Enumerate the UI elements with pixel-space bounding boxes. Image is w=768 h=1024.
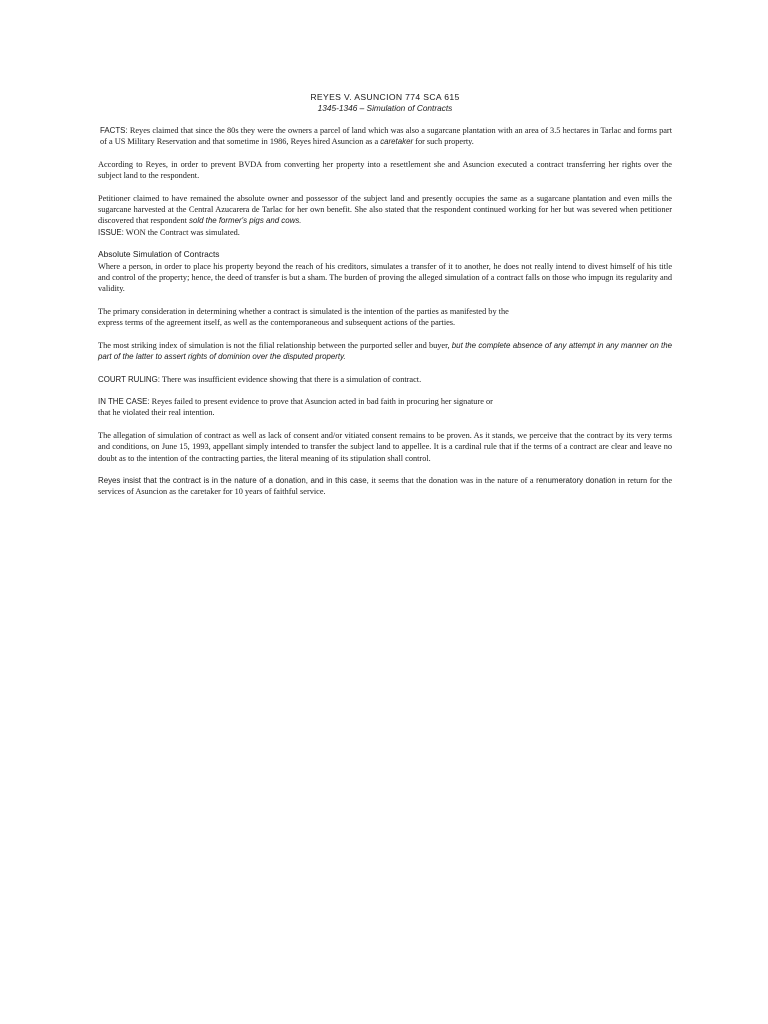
striking-italic: but the complete absence of any attempt in any manner on the part of the latter to assert rights of dominion over the disputed property. [98,340,673,362]
primary-line2: express terms of the agreement itself, as well as the contemporaneous and subsequent actions of the parties. [98,318,456,328]
ruling-text: There was insufficient evidence showing that there is a simulation of contract. [159,374,422,384]
bvda-paragraph: According to Reyes, in order to prevent BVDA from converting her property into a resettlement she and Asuncion executed a contract transferring her rights over the subject land to the respondent. [98,159,672,181]
primary-paragraph [98,306,672,329]
ruling-label: COURT RULING: [98,374,160,384]
petitioner-paragraph [98,193,672,239]
in-the-case-line2: that he violated their real intention. [98,408,215,418]
in-the-case-label: IN THE CASE: [98,396,150,406]
in-the-case-paragraph [98,396,672,419]
facts-paragraph [98,125,672,148]
issue-label: ISSUE: [98,227,124,237]
case-subtitle: 1345-1346 – Simulation of Contracts [317,103,453,113]
striking-text: The most striking index of simulation is not the filial relationship between the purported seller and buyer, [98,340,452,350]
petitioner-italic: sold the former's pigs and cows. [189,216,302,226]
issue-text: WON the Contract was simulated. [123,227,240,237]
in-the-case-line1: Reyes failed to present evidence to prove that Asuncion acted in bad faith in procuring her signature or [149,396,493,406]
petitioner-text: Petitioner claimed to have remained the absolute owner and possessor of the subject land and presently occupies the same as a sugarcane plantation and even mills the sugarcane harvested at the Central Azucarera de Tarlac for her own benefit. She also stated that the respondent continued working for her but was severed when petitioner discovered that respondent [98,193,672,226]
donation-lead: Reyes insist that the contract is in the nature of a donation, and in this case, [98,475,369,485]
donation-text: it seems that the donation was in the nature of a [368,475,537,485]
absolute-text: Where a person, in order to place his property beyond the reach of his creditors, simulates a transfer of it to another, he does not really intend to divest himself of his title and control of the property; hence, the deed of transfer is but a sham. The burden of proving the alleged simulation of a contract falls on those who impugn its regularity and validity. [98,261,672,294]
facts-label: FACTS: [100,126,128,135]
absolute-heading: Absolute Simulation of Contracts [98,249,220,260]
ruling-paragraph [98,374,672,385]
donation-text2: in return for the services of Asuncion as the caretaker for 10 years of faithful service. [98,475,672,497]
allegation-paragraph: The allegation of simulation of contract as well as lack of consent and/or vitiated consent remains to be proven. As it stands, we perceive that the contract by its very terms and conditions, on June 15, 1993, appellant simply intended to transfer the subject land to appellee. It is a cardinal rule that if the terms of a contract are clear and leave no doubt as to the intention of the contracting parties, the literal meaning of its stipulation shall control. [98,430,672,463]
donation-paragraph [98,475,672,498]
donation-lead2: renumeratory donation [536,475,616,485]
primary-line1: The primary consideration in determining whether a contract is simulated is the intention of the parties as manifested by the [98,306,509,316]
striking-paragraph [98,340,672,363]
document-page [98,92,672,509]
case-title: REYES V. ASUNCION 774 SCA 615 [310,92,460,102]
facts-caretaker: caretaker [380,137,414,147]
facts-text-a: Reyes claimed that since the 80s they were the owners a parcel of land which was also a sugarcane plantation with an area of 3.5 hectares in Tarlac and forms part of a US Military Reservation and that sometime in 1986, Reyes hired Asuncion as a [100,126,672,147]
facts-text-b: for such property. [413,137,474,147]
absolute-paragraph [98,249,672,295]
